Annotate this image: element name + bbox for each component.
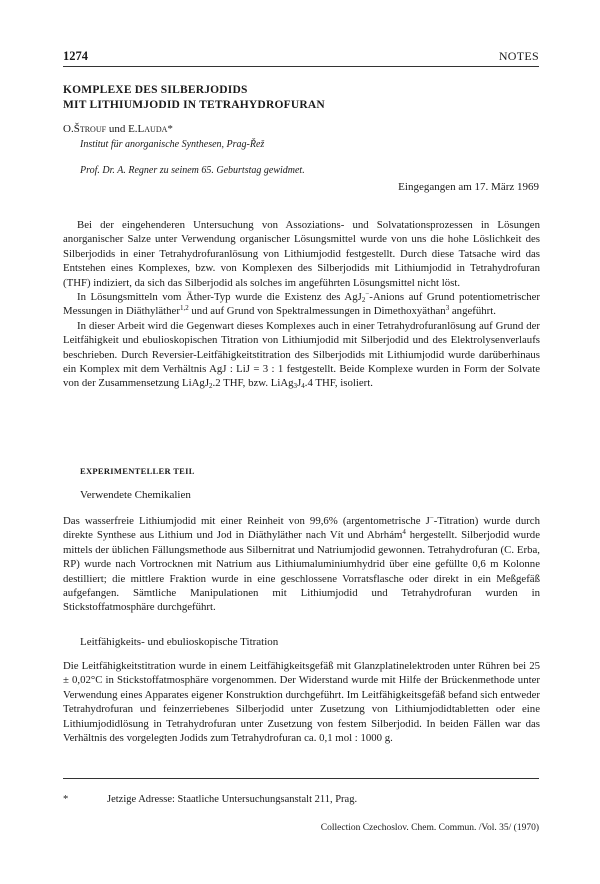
author1-name: Štrouf bbox=[73, 123, 107, 135]
dedication: Prof. Dr. A. Regner zu seinem 65. Geburtstag gewidmet. bbox=[80, 165, 305, 176]
footnote-text: Jetzige Adresse: Staatliche Untersuchungsanstalt 211, Prag. bbox=[107, 794, 358, 805]
author1-initial: O. bbox=[63, 123, 74, 135]
p3-sub-2: 3 bbox=[293, 382, 298, 391]
chemicals-paragraph bbox=[63, 514, 540, 615]
experimental-heading: EXPERIMENTELLER TEIL bbox=[80, 466, 195, 476]
received-date: Eingegangen am 17. März 1969 bbox=[398, 181, 539, 193]
author-line bbox=[63, 122, 173, 137]
author-conjunction: und E. bbox=[106, 123, 138, 135]
author2-name: Lauda bbox=[137, 123, 168, 135]
author-footnote-mark: * bbox=[167, 123, 173, 135]
p3-text-a: In dieser Arbeit wird die Gegenwart dieses Komplexes auch in einer Tetrahydrofuranlösung auf Grund der Leitfähigkeit und ebulioskopischen Titration von Lithiumjodid mit Silberjodid und des Elektrolysenverlaufs beschrieben. Durch Reversier-Leitfähigkeitstitration des Silberjodids mit Lithiumjodid wurde darüberhinaus ein Komplex mit dem Verhältnis AgJ : LiJ = 3 : 1 festgestellt. Beide Komplexe wurden in Form der Solvate von der Zusammensetzung LiAgJ bbox=[63, 319, 540, 390]
article-title bbox=[63, 83, 539, 113]
introduction bbox=[63, 218, 540, 391]
p2-sup: − bbox=[365, 290, 370, 299]
p2-sub: 2 bbox=[361, 296, 366, 305]
chem-text-a: Das wasserfreie Lithiumjodid mit einer Reinheit von 99,6% (argentometrische J bbox=[63, 515, 430, 527]
chemicals-heading: Verwendete Chemikalien bbox=[80, 489, 191, 501]
p3-sub-3: 4 bbox=[301, 382, 305, 391]
chem-text-b: -Titration) wurde durch direkte Synthese aus Lithium und Jod in Diäthyläther nach Vít und Abrhám bbox=[63, 515, 541, 542]
p2-text-b: -Anions auf Grund potentiometrischer Messungen in Diäthyläther bbox=[63, 291, 540, 318]
footnote-rule bbox=[63, 778, 539, 779]
p2-text-c: und auf Grund von Spektralmessungen in Dimethoxyäthan bbox=[188, 305, 446, 318]
p3-text-d: .4 THF, isoliert. bbox=[304, 377, 373, 390]
intro-paragraph-1: Bei der eingehenderen Untersuchung von Assoziations- und Solvatationsprozessen in Lösungen anorganischer Salze unter Verwendung organischer Lösungsmittel wurde von uns die hohe Löslichkeit des Silberjodids in einer Tetrahydrofuranlösung von Lithiumjodid festgestellt. Durch diese Tatsache wird das Entstehen eines Komplexes, bzw. von Komplexen des Silberjodids mit Lithiumjodid in Tetrahydrofuran (THF) indiziert, da sich das Silberjodid als solches im angeführten Lösungsmittel nicht löst. bbox=[63, 219, 540, 289]
p2-ref-2: 3 bbox=[445, 304, 450, 313]
titration-paragraph: Die Leitfähigkeitstitration wurde in einem Leitfähigkeitsgefäß mit Glanzplatinelektroden unter Rühren bei 25 ± 0,02°C in Stickstoffatmosphäre vorgenommen. Der Widerstand wurde mit Hilfe der Brückenmethode unter Verwendung eines Apparates eigener Konstruktion durchgeführt. Im Leitfähigkeitsgefäß befand sich entweder Tetrahydrofuran und feinzerriebenes Silberjodid unter Zusetzung von Lithiumjodidtabletten oder eine Lithiumjodidlösung in Tetrahydrofuran unter Zusetzung von festem Silberjodid. In beiden Fällen war das Verhältnis des vorgelegten Jodids zum Tetrahydrofuran ca. 0,1 mol : 1000 g. bbox=[63, 660, 540, 745]
section-label: NOTES bbox=[498, 49, 539, 63]
footnote bbox=[63, 793, 540, 807]
title-line-2: MIT LITHIUMJODID IN TETRAHYDROFURAN bbox=[63, 99, 325, 111]
chem-sup: − bbox=[429, 514, 434, 522]
titration-heading: Leitfähigkeits- und ebulioskopische Titration bbox=[80, 636, 279, 648]
p2-text-d: angeführt. bbox=[449, 305, 496, 318]
page-number: 1274 bbox=[63, 49, 88, 63]
p3-text-b: .2 THF, bzw. LiAg bbox=[212, 377, 294, 390]
p3-sub-1: 2 bbox=[209, 382, 213, 391]
intro-paragraph-2 bbox=[63, 290, 540, 319]
title-line-1: KOMPLEXE DES SILBERJODIDS bbox=[63, 84, 248, 96]
p3-text-c: J bbox=[297, 377, 302, 390]
titration-section bbox=[63, 659, 540, 745]
p2-text-a: In Lösungsmitteln vom Äther-Typ wurde die Existenz des AgJ bbox=[77, 291, 362, 304]
footnote-mark: * bbox=[63, 794, 69, 805]
running-header bbox=[63, 49, 539, 64]
intro-paragraph-3 bbox=[63, 319, 540, 391]
header-rule bbox=[63, 66, 539, 67]
journal-citation: Collection Czechoslov. Chem. Commun. /Vol. 35/ (1970) bbox=[320, 823, 539, 833]
chemicals-section bbox=[63, 514, 540, 615]
chem-text-c: hergestellt. Silberjodid wurde mittels der üblichen Fällungsmethode aus Silbernitrat und Natriumjodid gewonnen. Tetrahydrofuran (C. Erba, RP) wurde nach Vortrocknen mit Natrium aus Lithiumaluminiumhydrid über eine gefüllte 0,6 m Kolonne destilliert; die mittlere Fraktion wurde in eine geschlossene Vorratsflasche oder direkt in ein Meßgefäß aufgefangen. Sämtliche Manipulationen mit Lithiumjodid und Tetrahydrofuran wurden in Stickstoffatmosphäre durchgeführt. bbox=[63, 529, 540, 614]
p2-ref-1: 1,2 bbox=[179, 304, 189, 313]
chem-ref: 4 bbox=[402, 528, 406, 537]
institute: Institut für anorganische Synthesen, Prag-Řež bbox=[80, 139, 265, 150]
